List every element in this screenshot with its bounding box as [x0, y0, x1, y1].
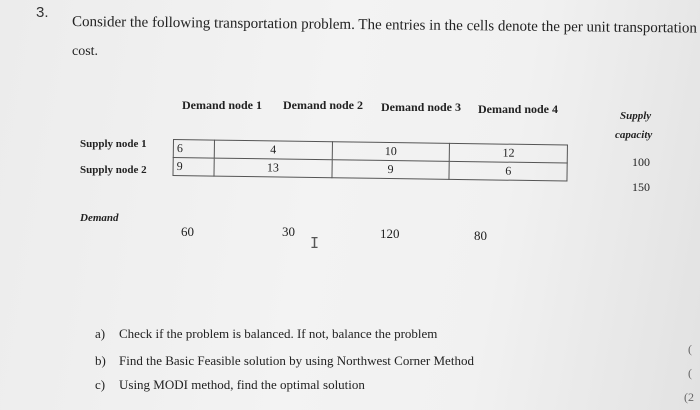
supply-capacity-node-2: 150 [632, 180, 650, 194]
cost-cell: 6 [173, 140, 214, 159]
cost-cell: 13 [214, 158, 332, 178]
demand-value-3: 120 [380, 226, 400, 241]
cost-cell: 10 [332, 142, 450, 162]
cost-cell: 9 [173, 158, 214, 177]
task-marker: b) [95, 353, 106, 368]
edge-mark-2: ( [688, 366, 692, 380]
header-demand-node-3: Demand node 3 [381, 100, 462, 114]
supply-node-2-label: Supply node 2 [80, 164, 147, 176]
edge-mark-3: (2 [684, 390, 694, 404]
supply-header-line-2: capacity [615, 129, 653, 141]
demand-value-4: 80 [474, 228, 487, 243]
question-intro-line-2: cost. [72, 44, 99, 59]
task-b [95, 353, 474, 369]
question-number: 3. [36, 4, 49, 21]
cost-cell: 4 [214, 140, 332, 160]
task-text: Check if the problem is balanced. If not, balance the problem [119, 326, 438, 341]
cost-cell: 6 [449, 161, 567, 181]
supply-header-line-1: Supply [620, 110, 652, 122]
cost-cell: 12 [450, 143, 568, 163]
task-text: Using MODI method, find the optimal solution [119, 377, 365, 392]
cost-cell: 9 [332, 160, 450, 180]
task-text: Find the Basic Feasible solution by using Northwest Corner Method [119, 353, 474, 368]
task-a [95, 326, 437, 342]
text-cursor-icon: I [310, 234, 320, 252]
header-demand-node-1: Demand node 1 [182, 98, 263, 112]
task-marker: c) [95, 377, 106, 392]
task-c [95, 377, 365, 393]
demand-label: Demand [80, 212, 119, 224]
header-demand-node-2: Demand node 2 [283, 98, 364, 112]
task-marker: a) [95, 326, 106, 341]
demand-value-2: 30 [282, 224, 295, 239]
cost-table [172, 139, 567, 182]
header-demand-node-4: Demand node 4 [478, 102, 559, 116]
supply-node-1-label: Supply node 1 [80, 138, 147, 150]
supply-capacity-node-1: 100 [632, 155, 650, 169]
demand-value-1: 60 [181, 224, 194, 239]
edge-mark-1: ( [688, 342, 692, 356]
question-intro-line-1: Consider the following transportation problem. The entries in the cells denote the per unit transportation [71, 14, 698, 37]
